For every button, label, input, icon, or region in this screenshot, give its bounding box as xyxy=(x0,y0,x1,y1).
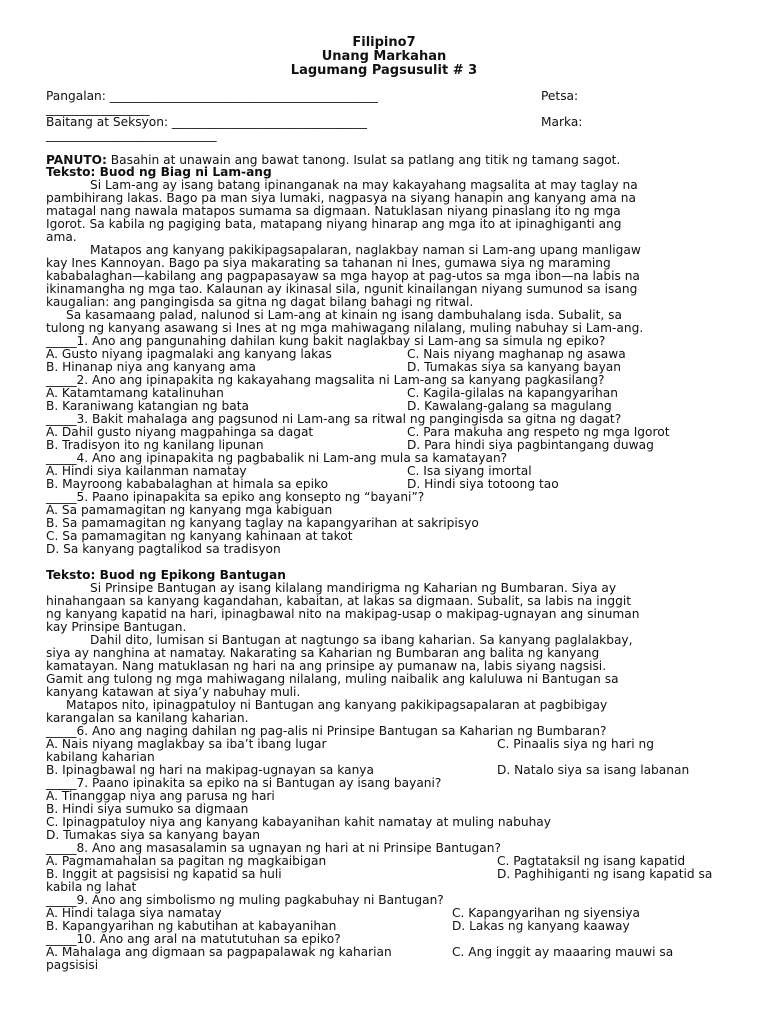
question-8: _____8. Ano ang masasalamin sa ugnayan ng hari at ni Prinsipe Bantugan? xyxy=(46,841,501,855)
q10-choice-a: A. Mahalaga ang digmaan sa pagpapalawak ng kaharian xyxy=(46,945,392,959)
question-10: _____10. Ano ang aral na matututuhan sa epiko? xyxy=(46,932,341,946)
text1-p2-line: kababalaghan—kabilang ang pagpapasayaw sa mga hayop at pag-utos sa mga ibon—na labis na xyxy=(46,269,640,283)
instructions-text: Basahin at unawain ang bawat tanong. Isulat sa patlang ang titik ng tamang sagot. xyxy=(106,153,621,167)
text1-p1-line: pambihirang lakas. Bago pa man siya lumaki, nagpasya na siyang hanapin ang kanyang ama na xyxy=(46,191,636,205)
q5-choice-b: B. Sa pamamagitan ng kanyang taglay na kapangyarihan at sakripisyo xyxy=(46,516,479,530)
q3-choice-c: C. Para makuha ang respeto ng mga Igorot xyxy=(407,425,670,439)
text1-p1-line: matagal nang nawala matapos sumama sa digmaan. Natuklasan niyang pinaslang ito ng mga xyxy=(46,204,621,218)
q1-choice-b: B. Hinanap niya ang kanyang ama xyxy=(46,360,256,374)
text2-title: Teksto: Buod ng Epikong Bantugan xyxy=(46,568,286,582)
q8-choice-a: A. Pagmamahalan sa pagitan ng magkaibigan xyxy=(46,854,327,868)
q10-choice-c-continuation: pagsisisi xyxy=(46,958,99,972)
date-label: Petsa: xyxy=(541,89,579,103)
q6-choice-a: A. Nais niyang maglakbay sa iba’t ibang lugar xyxy=(46,737,327,751)
q9-choice-b: B. Kapangyarihan ng kabutihan at kabayanihan xyxy=(46,919,337,933)
q9-choice-c: C. Kapangyarihan ng siyensiya xyxy=(452,906,640,920)
text2-p2-line: kamatayan. Nang matuklasan ng hari na ang prinsipe ay pumanaw na, labis siyang nagsisi. xyxy=(46,659,607,673)
section-field[interactable]: Baitang at Seksyon: ________________________________ xyxy=(46,115,367,129)
q8-choice-d: D. Paghihiganti ng isang kapatid sa xyxy=(497,867,713,881)
score-label: Marka: xyxy=(541,115,583,129)
q7-choice-d: D. Tumakas siya sa kanyang bayan xyxy=(46,828,260,842)
q3-choice-a: A. Dahil gusto niyang magpahinga sa dagat xyxy=(46,425,314,439)
q6-choice-d: D. Natalo siya sa isang labanan xyxy=(497,763,690,777)
q10-choice-c: C. Ang inggit ay maaaring mauwi sa xyxy=(452,945,674,959)
q3-choice-d: D. Para hindi siya pagbintangang duwag xyxy=(407,438,654,452)
q4-choice-a: A. Hindi siya kailanman namatay xyxy=(46,464,247,478)
text1-p2-line: Matapos ang kanyang pakikipagsapalaran, naglakbay naman si Lam-ang upang manligaw xyxy=(90,243,641,257)
q1-choice-c: C. Nais niyang maghanap ng asawa xyxy=(407,347,626,361)
q7-choice-c: C. Ipinagpatuloy niya ang kanyang kabayanihan kahit namatay at muling nabuhay xyxy=(46,815,551,829)
quarter-title: Unang Markahan xyxy=(321,49,447,64)
q8-choice-c: C. Pagtataksil ng isang kapatid xyxy=(497,854,686,868)
q6-choice-c: C. Pinaalis siya ng hari ng xyxy=(497,737,654,751)
q2-choice-c: C. Kagila-gilalas na kapangyarihan xyxy=(407,386,618,400)
q3-choice-b: B. Tradisyon ito ng kanilang lipunan xyxy=(46,438,264,452)
test-title: Lagumang Pagsusulit # 3 xyxy=(290,63,478,78)
text2-p1-line: hinahangaan sa kanyang kagandahan, kabaitan, at lakas sa digmaan. Subalit, sa labis na inggit xyxy=(46,594,631,608)
question-4: _____4. Ano ang ipinapakita ng pagbabalik ni Lam-ang mula sa kamatayan? xyxy=(46,451,508,465)
name-field-continuation: _________________ xyxy=(46,102,150,116)
q7-choice-b: B. Hindi siya sumuko sa digmaan xyxy=(46,802,249,816)
question-7: _____7. Paano ipinakita sa epiko na si Bantugan ay isang bayani? xyxy=(46,776,442,790)
text2-p2-line: Gamit ang tulong ng mga mahiwagang nilalang, muling naibalik ang kaluluwa ni Bantugan sa xyxy=(46,672,619,686)
q1-choice-d: D. Tumakas siya sa kanyang bayan xyxy=(407,360,621,374)
section-field-continuation: ____________________________ xyxy=(46,128,217,142)
text1-p1-line: Si Lam-ang ay isang batang ipinanganak na may kakayahang magsalita at may taglay na xyxy=(90,178,638,192)
q6-choice-c-continuation: kabilang kaharian xyxy=(46,750,155,764)
text2-p1-line: kay Prinsipe Bantugan. xyxy=(46,620,187,634)
text2-p1-line: Si Prinsipe Bantugan ay isang kilalang mandirigma ng Kaharian ng Bumbaran. Siya ay xyxy=(90,581,617,595)
question-5: _____5. Paano ipinapakita sa epiko ang konsepto ng “bayani”? xyxy=(46,490,425,504)
text1-p1-line: ama. xyxy=(46,230,77,244)
text2-p3-line: karangalan sa kanilang kaharian. xyxy=(46,711,249,725)
q2-choice-a: A. Katamtamang katalinuhan xyxy=(46,386,224,400)
text1-p2-line: ikinamangha ng mga tao. Kalaunan ay ikinasal sila, ngunit kinailangan niyang sumunod sa isang xyxy=(46,282,638,296)
q2-choice-b: B. Karaniwang katangian ng bata xyxy=(46,399,249,413)
text1-p3-line: Sa kasamaang palad, nalunod si Lam-ang at kinain ng isang dambuhalang isda. Subalit, sa xyxy=(66,308,622,322)
q5-choice-a: A. Sa pamamagitan ng kanyang mga kabiguan xyxy=(46,503,333,517)
subject-title: Filipino7 xyxy=(352,35,416,50)
text2-p1-line: ng kanyang kapatid na hari, ipinagbawal nito na makipag-usap o makipag-ugnayan ang sinuman xyxy=(46,607,640,621)
q5-choice-d: D. Sa kanyang pagtalikod sa tradisyon xyxy=(46,542,281,556)
text2-p2-line: Dahil dito, lumisan si Bantugan at nagtungo sa ibang kaharian. Sa kanyang paglalakbay, xyxy=(90,633,633,647)
q4-choice-c: C. Isa siyang imortal xyxy=(407,464,532,478)
q6-choice-b: B. Ipinagbawal ng hari na makipag-ugnayan sa kanya xyxy=(46,763,374,777)
q9-choice-d: D. Lakas ng kanyang kaaway xyxy=(452,919,630,933)
name-field[interactable]: Pangalan: ____________________________________________ xyxy=(46,89,378,103)
q4-choice-b: B. Mayroong kababalaghan at himala sa epiko xyxy=(46,477,329,491)
q1-choice-a: A. Gusto niyang ipagmalaki ang kanyang lakas xyxy=(46,347,332,361)
text2-p2-line: kanyang katawan at siya’y nabuhay muli. xyxy=(46,685,301,699)
text1-p2-line: kay Ines Kannoyan. Bago pa siya makarating sa tahanan ni Ines, gumawa siya ng maraming xyxy=(46,256,611,270)
text1-title: Teksto: Buod ng Biag ni Lam-ang xyxy=(46,165,272,179)
question-6: _____6. Ano ang naging dahilan ng pag-alis ni Prinsipe Bantugan sa Kaharian ng Bumbaran? xyxy=(46,724,607,738)
q2-choice-d: D. Kawalang-galang sa magulang xyxy=(407,399,612,413)
text1-p1-line: Igorot. Sa kabila ng pagiging bata, matapang niyang hinarap ang mga ito at ipinaghiganti ang xyxy=(46,217,622,231)
question-1: _____1. Ano ang pangunahing dahilan kung bakit naglakbay si Lam-ang sa simula ng epiko? xyxy=(46,334,606,348)
q4-choice-d: D. Hindi siya totoong tao xyxy=(407,477,559,491)
instructions-label: PANUTO: xyxy=(46,153,107,167)
text1-p3-line: tulong ng kanyang asawang si Ines at ng mga mahiwagang nilalang, muling nabuhay si Lam-ang. xyxy=(46,321,644,335)
q5-choice-c: C. Sa pamamagitan ng kanyang kahinaan at takot xyxy=(46,529,353,543)
q8-choice-d-continuation: kabila ng lahat xyxy=(46,880,137,894)
question-2: _____2. Ano ang ipinapakita ng kakayahang magsalita ni Lam-ang sa kanyang pagkasilang? xyxy=(46,373,605,387)
text1-p2-line: kaugalian: ang pangingisda sa gitna ng dagat bilang bahagi ng ritwal. xyxy=(46,295,474,309)
question-3: _____3. Bakit mahalaga ang pagsunod ni Lam-ang sa ritwal ng pangingisda sa gitna ng dagat? xyxy=(46,412,622,426)
text2-p3-line: Matapos nito, ipinagpatuloy ni Bantugan ang kanyang pakikipagsapalaran at pagbibigay xyxy=(66,698,608,712)
q8-choice-b: B. Inggit at pagsisisi ng kapatid sa huli xyxy=(46,867,282,881)
q9-choice-a: A. Hindi talaga siya namatay xyxy=(46,906,222,920)
question-9: _____9. Ano ang simbolismo ng muling pagkabuhay ni Bantugan? xyxy=(46,893,444,907)
text2-p2-line: siya ay nanghina at namatay. Nakarating sa Kaharian ng Bumbaran ang balita ng kanyang xyxy=(46,646,600,660)
q7-choice-a: A. Tinanggap niya ang parusa ng hari xyxy=(46,789,275,803)
